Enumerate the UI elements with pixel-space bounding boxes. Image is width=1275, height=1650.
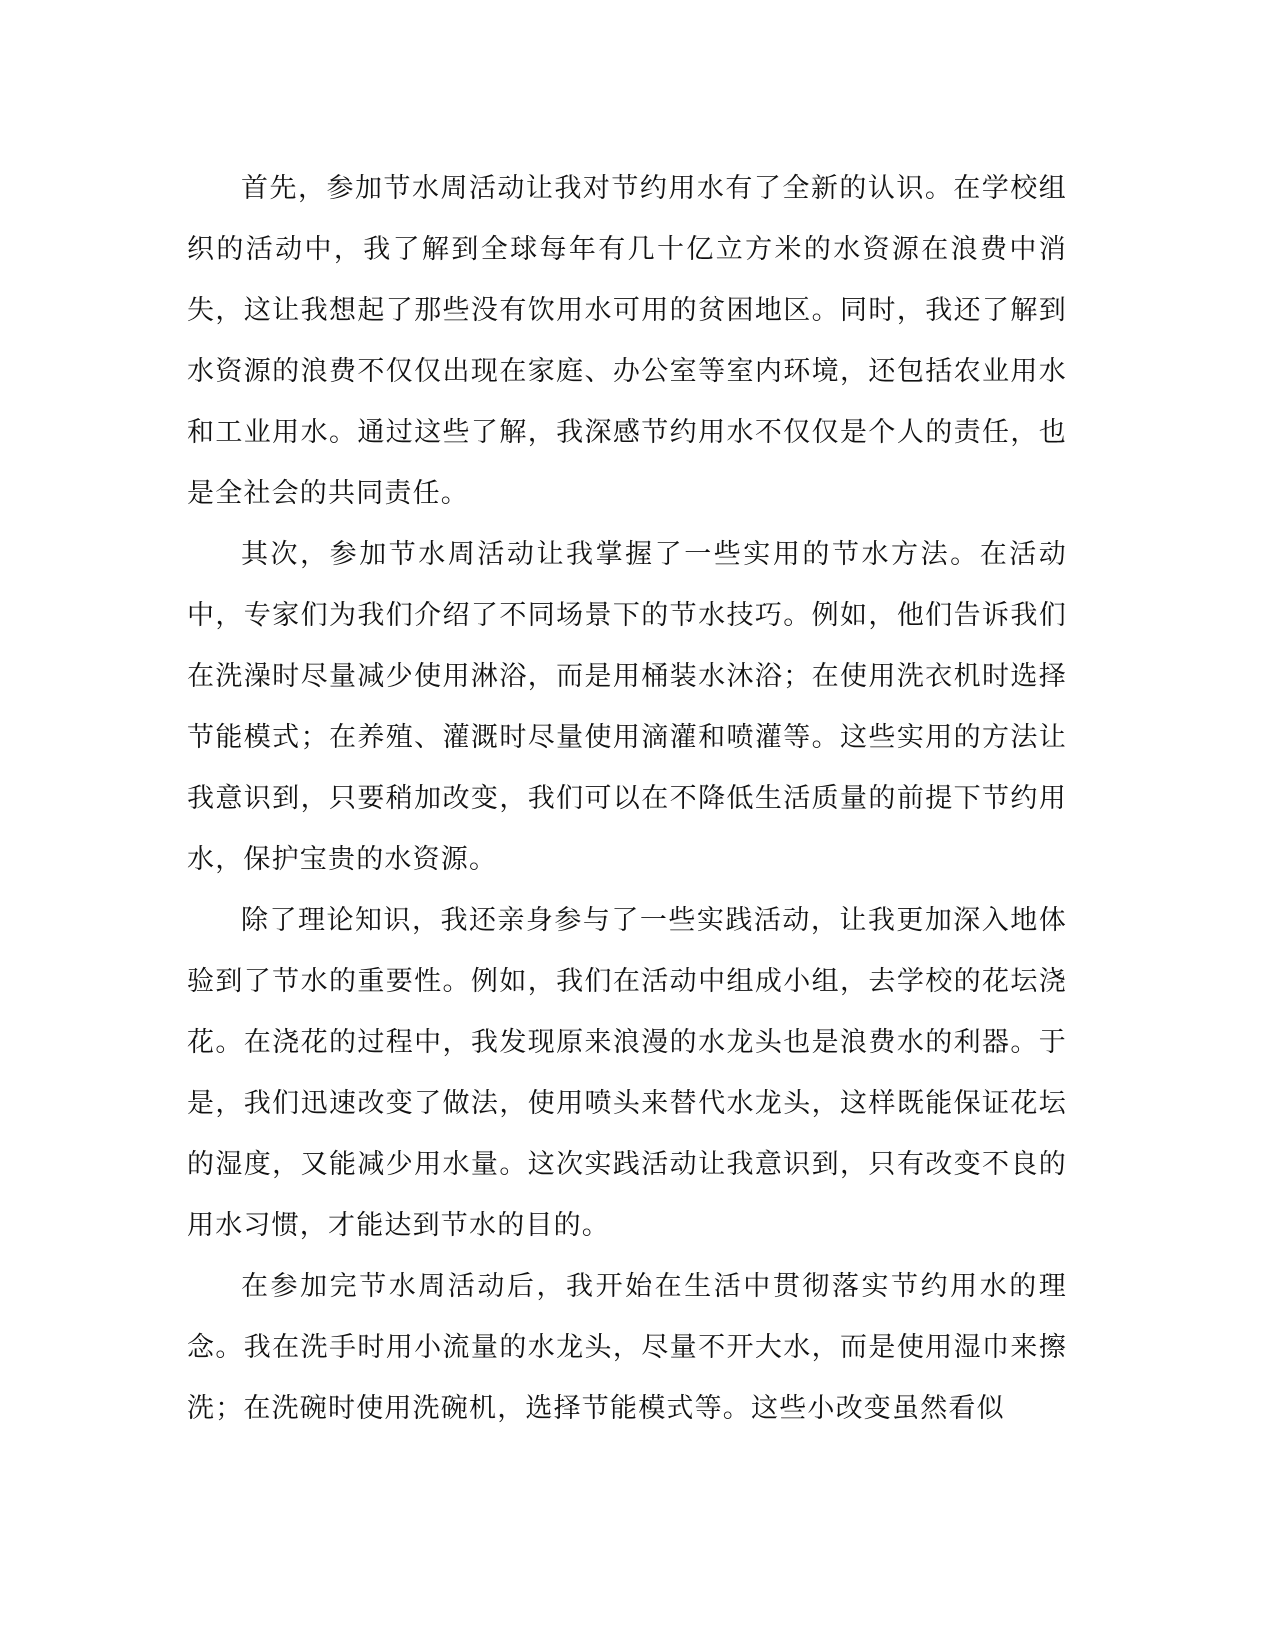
paragraph-3: 除了理论知识，我还亲身参与了一些实践活动，让我更加深入地体验到了节水的重要性。例如，我们在活动中组成小组，去学校的花坛浇花。在浇花的过程中，我发现原来浪漫的水龙头也是浪费水的利器。于是，我们迅速改变了做法，使用喷头来替代水龙头，这样既能保证花坛的湿度，又能减少用水量。这次实践活动让我意识到，只有改变不良的用水习惯，才能达到节水的目的。 <box>187 905 1067 1241</box>
paragraph-4: 在参加完节水周活动后，我开始在生活中贯彻落实节约用水的理念。我在洗手时用小流量的水龙头，尽量不开大水，而是使用湿巾来擦洗；在洗碗时使用洗碗机，选择节能模式等。这些小改变虽然看似 <box>187 1271 1067 1424</box>
paragraph-2: 其次，参加节水周活动让我掌握了一些实用的节水方法。在活动中，专家们为我们介绍了不同场景下的节水技巧。例如，他们告诉我们在洗澡时尽量减少使用淋浴，而是用桶装水沐浴；在使用洗衣机时选择节能模式；在养殖、灌溉时尽量使用滴灌和喷灌等。这些实用的方法让我意识到，只要稍加改变，我们可以在不降低生活质量的前提下节约用水，保护宝贵的水资源。 <box>187 539 1067 875</box>
document-body <box>187 158 1067 1439</box>
paragraph-1: 首先，参加节水周活动让我对节约用水有了全新的认识。在学校组织的活动中，我了解到全球每年有几十亿立方米的水资源在浪费中消失，这让我想起了那些没有饮用水可用的贫困地区。同时，我还了解到水资源的浪费不仅仅出现在家庭、办公室等室内环境，还包括农业用水和工业用水。通过这些了解，我深感节约用水不仅仅是个人的责任，也是全社会的共同责任。 <box>187 173 1067 509</box>
